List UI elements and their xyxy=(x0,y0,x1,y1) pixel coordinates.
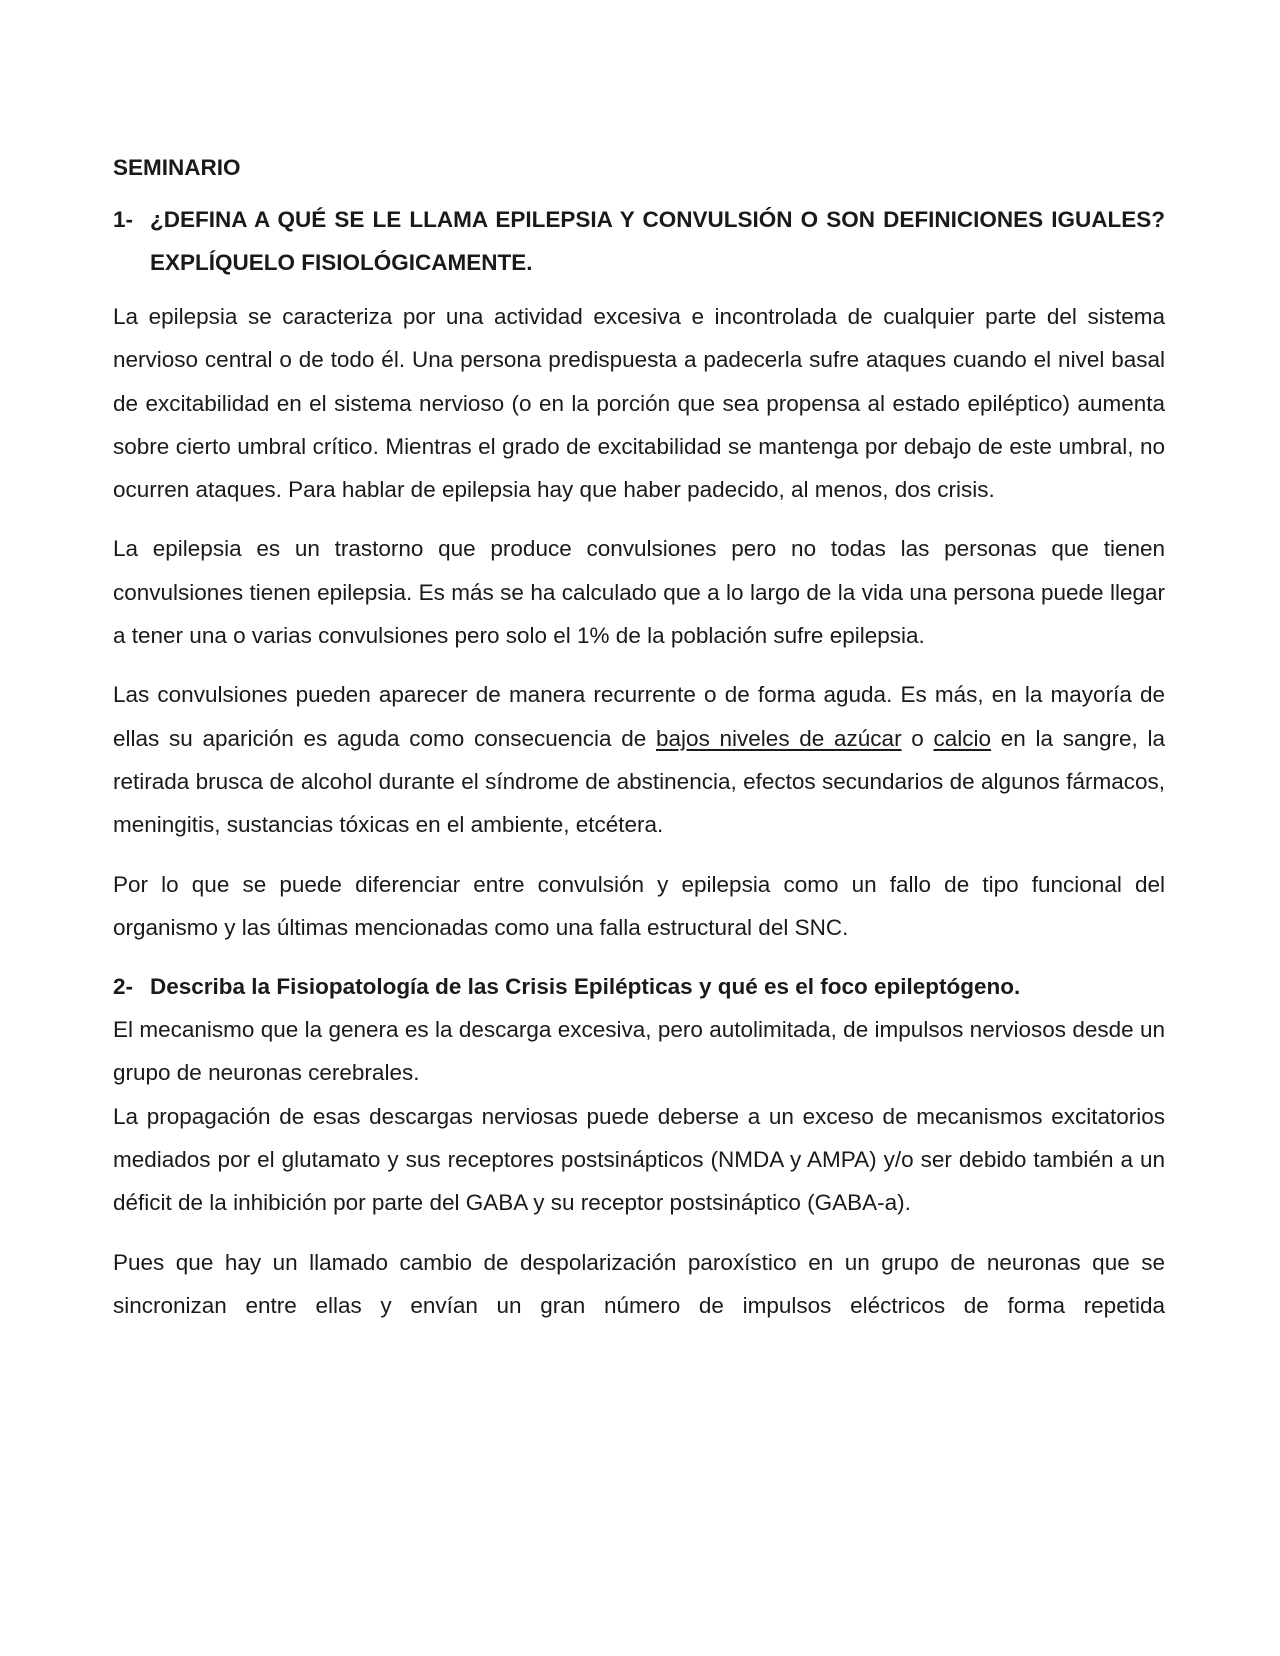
paragraph-convulsion-causes-text-c: en la sangre, la retirada brusca de alcohol durante el síndrome de abstinencia, efectos secundarios de algunos fármacos, meningitis, sustancias tóxicas en el ambiente, etcétera. xyxy=(113,725,1165,838)
paragraph-convulsion-causes-text-a: Las convulsiones pueden aparecer de manera recurrente o de forma aguda. Es más, en la mayoría de ellas su aparición es aguda como consecuencia de xyxy=(113,682,1165,751)
question-1-heading xyxy=(113,198,1165,284)
paragraph-mechanism: El mecanismo que la genera es la descarga excesiva, pero autolimitada, de impulsos nerviosos desde un grupo de neuronas cerebrales. xyxy=(113,1017,1165,1086)
paragraph-epilepsy-vs-convulsion: La epilepsia es un trastorno que produce convulsiones pero no todas las personas que tienen convulsiones tienen epilepsia. Es más se ha calculado que a lo largo de la vida una persona puede llegar a tener una o varias convulsiones pero solo el 1% de la población sufre epilepsia. xyxy=(113,536,1165,649)
question-1-text: ¿DEFINA A QUÉ SE LE LLAMA EPILEPSIA Y CONVULSIÓN O SON DEFINICIONES IGUALES? EXPLÍQUELO FISIOLÓGICAMENTE. xyxy=(150,207,1165,275)
document-title: SEMINARIO xyxy=(113,155,241,180)
link-calcium[interactable]: calcio xyxy=(933,725,992,751)
paragraph-depolarization: Pues que hay un llamado cambio de despolarización paroxístico en un grupo de neuronas que se sincronizan entre ellas y envían un gran número de impulsos eléctricos de forma repetida xyxy=(113,1249,1165,1318)
question-2-number: 2- xyxy=(113,974,134,1000)
paragraph-convulsion-causes-text-b: o xyxy=(901,725,934,751)
paragraph-convulsion-causes xyxy=(113,673,1165,846)
question-1-number: 1- xyxy=(113,207,134,232)
paragraph-propagation: La propagación de esas descargas nerviosas puede deberse a un exceso de mecanismos excitatorios mediados por el glutamato y sus receptores postsinápticos (NMDA y AMPA) y/o ser debido también a un déficit de la inhibición por parte del GABA y su receptor postsináptico (GABA-a). xyxy=(113,1103,1165,1216)
paragraph-differentiation: Por lo que se puede diferenciar entre convulsión y epilepsia como un fallo de tipo funcional del organismo y las últimas mencionadas como una falla estructural del SNC. xyxy=(113,871,1165,940)
link-low-sugar[interactable]: bajos niveles de azúcar xyxy=(656,725,902,751)
document-body xyxy=(113,146,1165,1343)
question-2-heading xyxy=(113,965,1165,1008)
question-2-text: Describa la Fisiopatología de las Crisis Epilépticas y qué es el foco epileptógeno. xyxy=(150,974,1021,1000)
paragraph-epilepsy-definition: La epilepsia se caracteriza por una actividad excesiva e incontrolada de cualquier parte del sistema nervioso central o de todo él. Una persona predispuesta a padecerla sufre ataques cuando el nivel basal de excitabilidad en el sistema nervioso (o en la porción que sea propensa al estado epiléptico) aumenta sobre cierto umbral crítico. Mientras el grado de excitabilidad se mantenga por debajo de este umbral, no ocurren ataques. Para hablar de epilepsia hay que haber padecido, al menos, dos crisis. xyxy=(113,304,1165,503)
